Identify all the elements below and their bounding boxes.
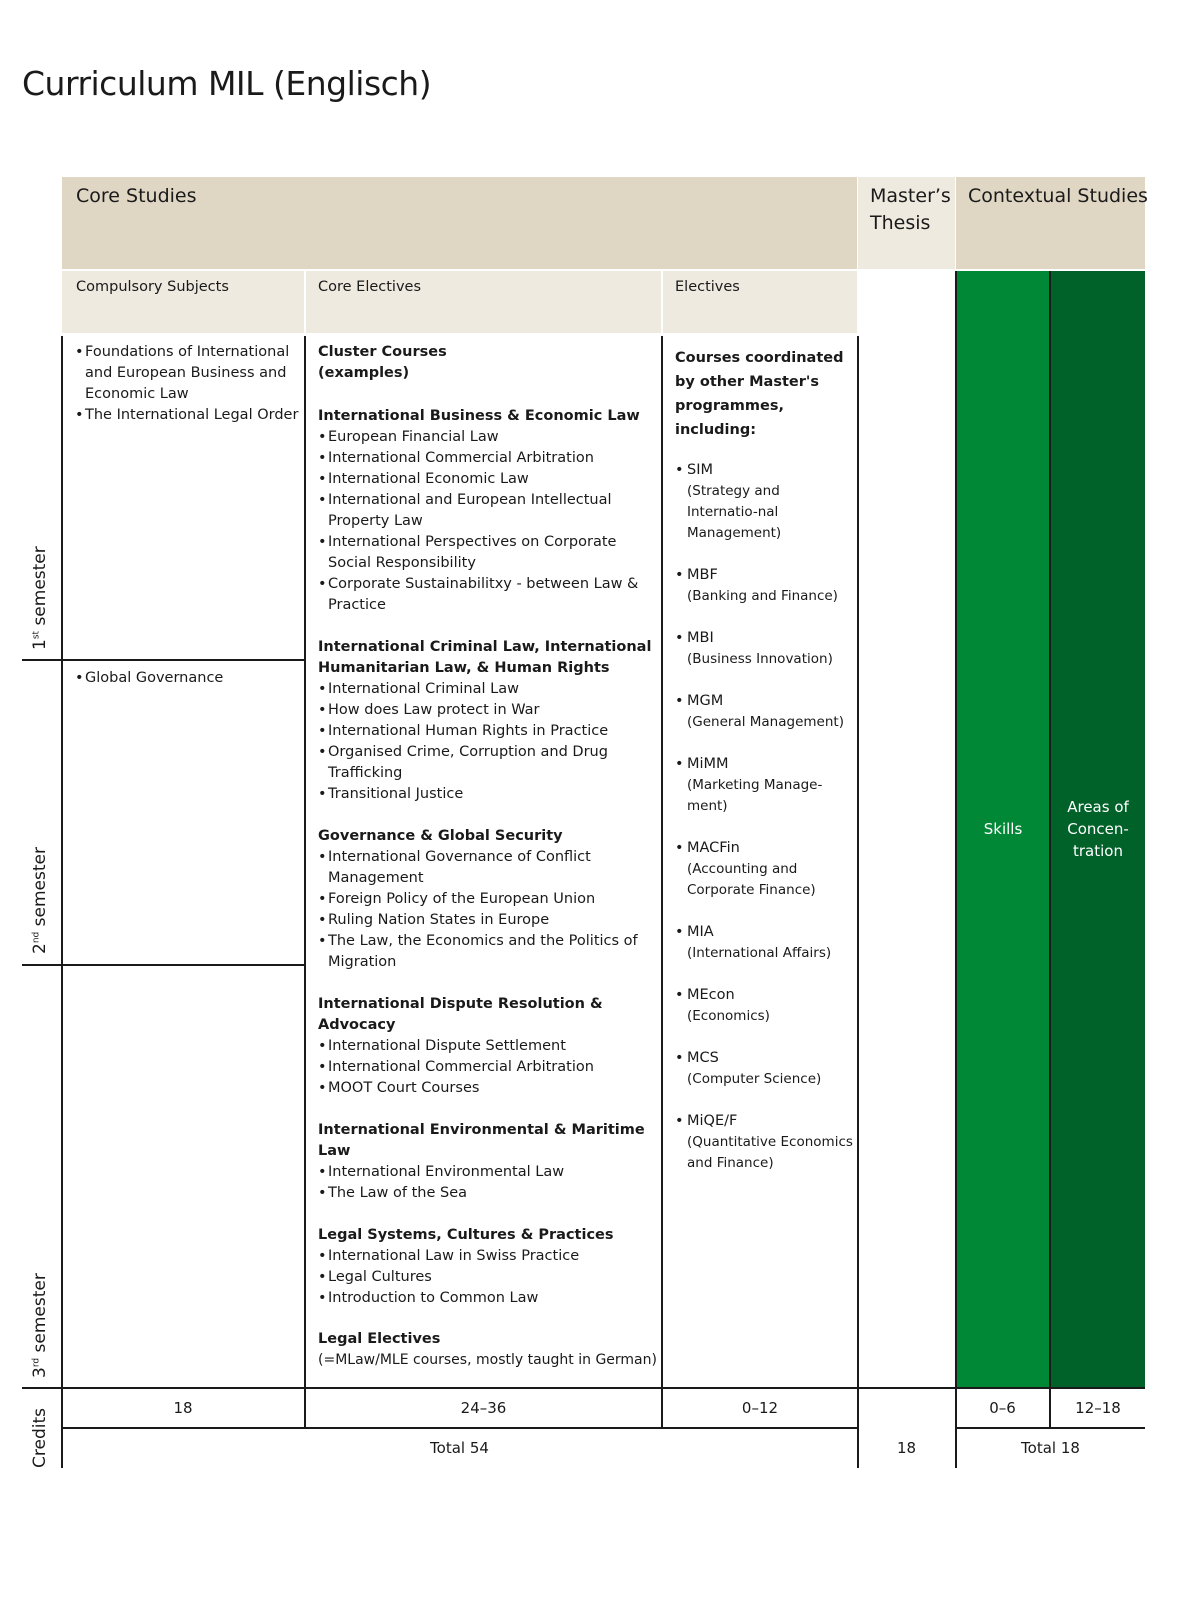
programme-name: (Marketing Manage-ment) (687, 777, 823, 814)
grid-line-electives-right (857, 336, 859, 1468)
cluster-group (318, 1120, 658, 1204)
elective-programme (675, 838, 853, 901)
credits-core-electives: 24–36 (460, 1399, 507, 1417)
cluster-group-title: International Dispute Resolution & Advocacy (318, 996, 603, 1033)
elective-programme (675, 922, 853, 964)
core-electives-content (318, 342, 658, 1371)
masters-thesis-label-line2: Thesis (870, 212, 931, 234)
cluster-course: • Corporate Sustainabilitxy - between Law & Practice (318, 574, 658, 616)
semester-1-number: 1 (30, 639, 50, 650)
programme-code: • SIM (675, 460, 853, 481)
contextual-studies-header (956, 177, 1148, 269)
cluster-course: • How does Law protect in War (318, 700, 658, 721)
compulsory-subject: • Global Governance (75, 668, 300, 689)
semester-3-suffix: rd (31, 1357, 42, 1368)
credits-skills: 0–6 (989, 1399, 1016, 1417)
elective-programme (675, 1048, 853, 1090)
semester-3-number: 3 (30, 1367, 50, 1378)
cluster-course: • International Law in Swiss Practice (318, 1246, 658, 1267)
credits-compulsory: 18 (173, 1399, 193, 1417)
credits-contextual-total: Total 18 (1021, 1439, 1080, 1457)
contextual-studies-label: Contextual Studies (968, 185, 1148, 207)
core-studies-label: Core Studies (76, 185, 197, 207)
cluster-group (318, 826, 658, 973)
credits-label: Credits (30, 1408, 50, 1468)
semester-2-text: semester (30, 847, 50, 927)
compulsory-subjects-header (62, 271, 304, 333)
cluster-group-title: Legal Systems, Cultures & Practices (318, 1227, 614, 1243)
programme-name: (Strategy and Internatio-nal Management) (687, 483, 782, 541)
cluster-group (318, 637, 658, 805)
grid-line-thesis-right (955, 271, 957, 1468)
elective-programme (675, 754, 853, 817)
programme-code: • MiQE/F (675, 1111, 853, 1132)
elective-programme (675, 565, 853, 607)
cluster-course: • Transitional Justice (318, 784, 658, 805)
skills-column (956, 271, 1050, 1388)
core-studies-header (62, 177, 857, 269)
cluster-course: • International and European Intellectual Property Law (318, 490, 658, 532)
cluster-course: • Introduction to Common Law (318, 1288, 658, 1309)
cluster-course-list (318, 427, 658, 616)
cluster-course: • Legal Cultures (318, 1267, 658, 1288)
cluster-course: • International Dispute Settlement (318, 1036, 658, 1057)
semester-3-text: semester (30, 1273, 50, 1353)
programme-code: • MBI (675, 628, 853, 649)
skills-label: Skills (983, 820, 1023, 838)
credits-thesis: 18 (896, 1439, 917, 1457)
cluster-group (318, 994, 658, 1099)
semester-divider-2 (22, 964, 305, 966)
masters-thesis-label-line1: Master’s (870, 185, 951, 207)
legal-electives-title: Legal Electives (318, 1331, 441, 1347)
cluster-course-list (318, 847, 658, 973)
cluster-course: • International Governance of Conflict Management (318, 847, 658, 889)
programme-name: (Computer Science) (687, 1071, 822, 1087)
cluster-course: • International Human Rights in Practice (318, 721, 658, 742)
cluster-courses-title: Cluster Courses (318, 344, 447, 360)
core-electives-label: Core Electives (318, 279, 422, 295)
cluster-course: • The Law of the Sea (318, 1183, 658, 1204)
programme-name: (Accounting and Corporate Finance) (687, 861, 816, 898)
elective-programme (675, 460, 853, 544)
semester-1-suffix: st (31, 630, 42, 640)
electives-label: Electives (675, 279, 740, 295)
cluster-course: • International Criminal Law (318, 679, 658, 700)
cluster-course: • MOOT Court Courses (318, 1078, 658, 1099)
cluster-course: • International Perspectives on Corporate Social Responsibility (318, 532, 658, 574)
programme-name: (International Affairs) (687, 945, 832, 961)
compulsory-subject: • The International Legal Order (75, 405, 300, 426)
elective-programme (675, 985, 853, 1027)
cluster-course: • Foreign Policy of the European Union (318, 889, 658, 910)
masters-thesis-label (870, 183, 951, 237)
cluster-course: • International Commercial Arbitration (318, 1057, 658, 1078)
cluster-group-title: International Business & Economic Law (318, 408, 640, 424)
cluster-courses-subtitle: (examples) (318, 365, 410, 381)
compulsory-subjects-label: Compulsory Subjects (76, 279, 229, 295)
cluster-course: • International Environmental Law (318, 1162, 658, 1183)
cluster-course-list (318, 1162, 658, 1204)
areas-of-concentration-label: Areas of Concen-tration (1067, 798, 1129, 860)
grid-line-skills-right (1049, 271, 1051, 1428)
cluster-course: • Organised Crime, Corruption and Drug Trafficking (318, 742, 658, 784)
grid-line-left (61, 336, 63, 1468)
programme-name: (Business Innovation) (687, 651, 833, 667)
compulsory-semester-2 (75, 668, 300, 689)
electives-header (663, 271, 857, 333)
credits-electives: 0–12 (741, 1399, 779, 1417)
credits-core-total: Total 54 (430, 1439, 489, 1457)
programme-code: • MiMM (675, 754, 853, 775)
programme-name: (Economics) (687, 1008, 770, 1024)
semester-1-text: semester (30, 546, 50, 626)
page-title: Curriculum MIL (Englisch) (22, 64, 432, 103)
compulsory-subject: • Foundations of International and European Business and Economic Law (75, 342, 300, 405)
cluster-course: • International Economic Law (318, 469, 658, 490)
programme-code: • MACFin (675, 838, 853, 859)
areas-of-concentration-column (1051, 271, 1145, 1388)
cluster-group-title: Governance & Global Security (318, 828, 563, 844)
programme-code: • MGM (675, 691, 853, 712)
cluster-course-list (318, 1246, 658, 1309)
legal-electives-note: (=MLaw/MLE courses, mostly taught in German) (318, 1352, 657, 1368)
semester-2-number: 2 (30, 943, 50, 954)
semester-label-3 (30, 1273, 50, 1378)
programme-name: (Banking and Finance) (687, 588, 838, 604)
programme-name: (Quantitative Economics and Finance) (687, 1134, 853, 1171)
compulsory-semester-1 (75, 342, 300, 426)
core-electives-header (306, 271, 661, 333)
cluster-course-list (318, 1036, 658, 1099)
elective-programme (675, 691, 853, 733)
elective-programme (675, 1111, 853, 1174)
cluster-group (318, 1225, 658, 1309)
programme-code: • MIA (675, 922, 853, 943)
programme-code: • MCS (675, 1048, 853, 1069)
grid-line-compulsory-right (304, 336, 306, 1428)
programme-name: (General Management) (687, 714, 844, 730)
semester-2-suffix: nd (31, 931, 42, 944)
programme-code: • MBF (675, 565, 853, 586)
masters-thesis-header (858, 177, 955, 269)
cluster-course: • International Commercial Arbitration (318, 448, 658, 469)
semester-divider-1 (22, 659, 305, 661)
grid-line-core-electives-right (661, 336, 663, 1428)
cluster-course-list (318, 679, 658, 805)
electives-intro: Courses coordinated by other Master's programmes, including: (675, 350, 844, 438)
programme-code: • MEcon (675, 985, 853, 1006)
semester-label-1 (30, 546, 50, 650)
cluster-group (318, 406, 658, 616)
cluster-group-title: International Environmental & Maritime Law (318, 1122, 645, 1159)
electives-content (675, 346, 853, 1195)
cluster-course: • The Law, the Economics and the Politics of Migration (318, 931, 658, 973)
cluster-group-title: International Criminal Law, International Humanitarian Law, & Human Rights (318, 639, 652, 676)
elective-programme (675, 628, 853, 670)
semester-label-2 (30, 847, 50, 954)
cluster-course: • European Financial Law (318, 427, 658, 448)
credits-areas: 12–18 (1075, 1399, 1121, 1417)
cluster-course: • Ruling Nation States in Europe (318, 910, 658, 931)
